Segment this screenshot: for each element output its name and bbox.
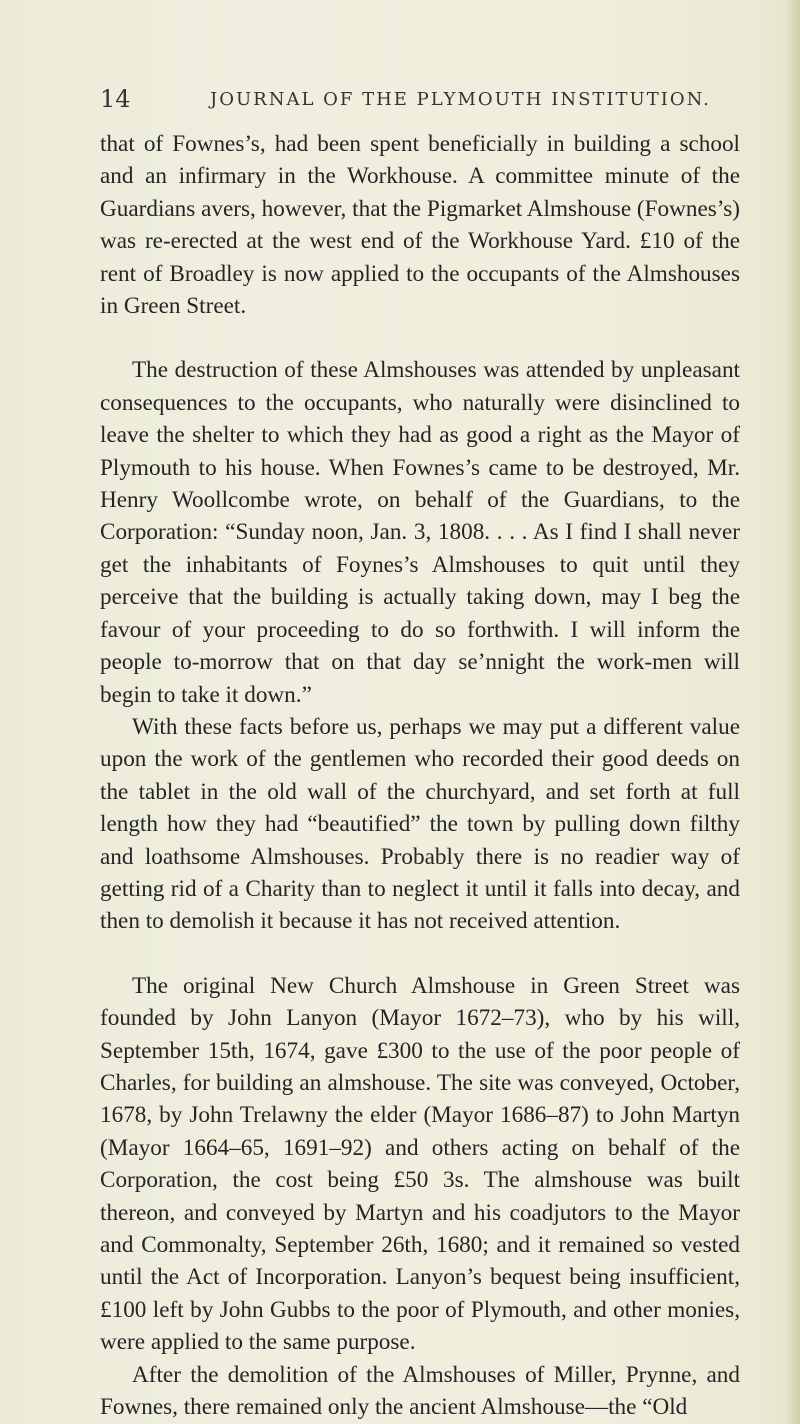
paragraph-continuation: that of Fownes’s, had been spent beneficially in building a school and an infirmary in the Workhouse. A committee minute of the Guardians avers, however, that the Pigmarket Almshouse (Fownes’s) was re-erected at the west end of the Workhouse Yard. £10 of the rent of Broadley is now applied to the occupants of the Almshouses in Green Street.: [100, 131, 740, 320]
paragraph-tablet-beautified: With these facts before us, perhaps we may put a different value upon the work of the gentlemen who recorded their good deeds on the tablet in the old wall of the churchyard, and set forth at full length how they had “beautified” the town by pulling down filthy and loathsome Almshouses. Probably there is no readier way of getting rid of a Charity than to neglect it until it falls into decay, and then to demolish it because it has not received attention.: [100, 713, 740, 935]
page-edge-shadow: [786, 0, 800, 1424]
running-head: JOURNAL OF THE PLYMOUTH INSTITUTION.: [210, 89, 711, 110]
body-text: [100, 128, 740, 1423]
paragraph-almshouse-destruction: The destruction of these Almshouses was attended by unpleasant consequences to the occupants, who naturally were disinclined to leave the shelter to which they had as good a right as the Mayor of Plymouth to his house. When Fownes’s came to be destroyed, Mr. Henry Woollcombe wrote, on behalf of the Guardians, to the Corporation: “Sunday noon, Jan. 3, 1808. . . . As I find I shall never get the inhabitants of Foynes’s Almshouses to quit until they perceive that the building is actually taking down, may I beg the favour of your proceeding to do so forthwith. I will inform the people to-morrow that on that day se’nnight the work-men will begin to take it down.”: [100, 357, 740, 708]
paragraph-after-demolition: After the demolition of the Almshouses of Miller, Prynne, and Fownes, there remained only the ancient Almshouse—the “Old: [100, 1361, 740, 1421]
page-header: [100, 84, 740, 114]
page-number: 14: [100, 85, 131, 113]
paragraph-green-street-origin: The original New Church Almshouse in Green Street was founded by John Lanyon (Mayor 1672–73), who by his will, September 15th, 1674, gave £300 to the use of the poor people of Charles, for building an almshouse. The site was conveyed, October, 1678, by John Trelawny the elder (Mayor 1686–87) to John Martyn (Mayor 1664–65, 1691–92) and others acting on behalf of the Corporation, the cost being £50 3s. The almshouse was built thereon, and conveyed by Martyn and his coadjutors to the Mayor and Commonalty, September 26th, 1680; and it remained so vested until the Act of Incorporation. Lanyon’s bequest being insufficient, £100 left by John Gubbs to the poor of Plymouth, and other monies, were applied to the same purpose.: [100, 972, 740, 1356]
